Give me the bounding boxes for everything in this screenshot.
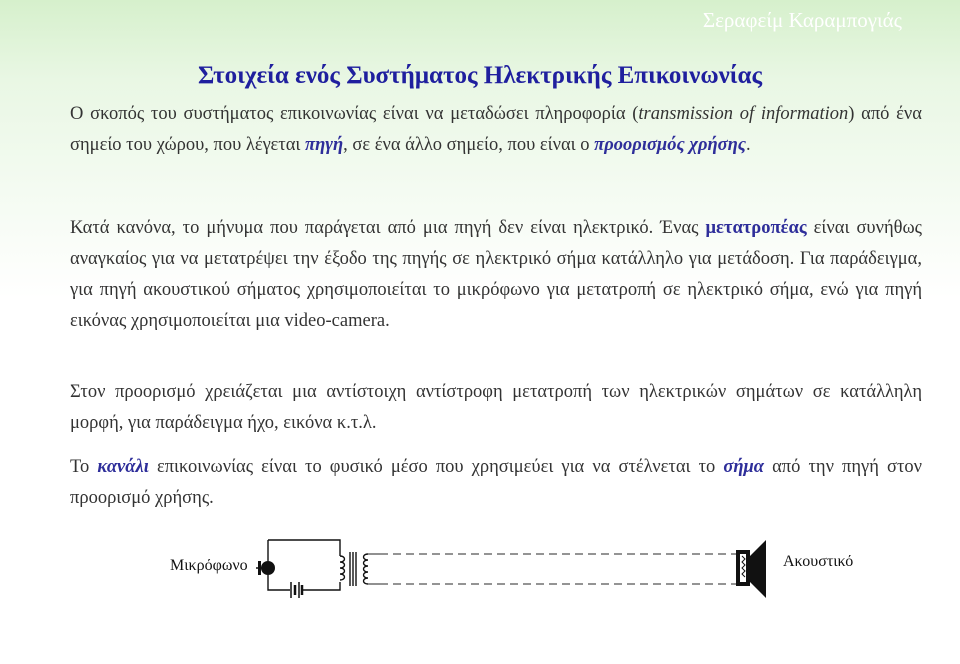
slide-title: Στοιχεία ενός Συστήματος Ηλεκτρικής Επικοινωνίας [197,62,763,89]
channel-diagram [0,530,960,650]
author-name: Σεραφείμ Καραμπογιάς [702,8,902,32]
text: , σε ένα άλλο σημείο, που είναι ο [343,135,595,155]
speaker-icon [736,540,766,598]
text: από την πηγή στον προορισμό χρήσης. [70,457,922,508]
text: . [746,135,751,155]
channel-lines [368,554,736,584]
text: ) από ένα σημείο του χώρου, που λέγεται [70,104,922,155]
term-transducer: μετατροπέας [705,218,807,238]
text: Στον προορισμό χρειάζεται μια αντίστοιχη αντίστροφη μετατροπή των ηλεκτρικών σημάτων σε κατάλληλη μορφή, για παράδειγμα ήχο, εικόνα κ.τ.λ. [70,382,922,433]
paragraph-channel [70,452,922,514]
text: Κατά κανόνα, το μήνυμα που παράγεται από μια πηγή δεν είναι ηλεκτρικό. Ένας [70,218,706,238]
text: Ο σκοπός του συστήματος επικοινωνίας είναι να μεταδώσει πληροφορία ( [70,104,639,124]
term-source: πηγή [305,135,344,155]
text: είναι συνήθως αναγκαίος για να μετατρέψει την έξοδο της πηγής σε ηλεκτρικό σήμα κατάλληλο για μετάδοση. Για παράδειγμα, για πηγή ακουστικού σήματος χρησιμοποιείται το μικρόφωνο για μετατροπή σε ηλεκτρικό σήμα, ενώ για πηγή εικόνας χρησιμοποιείται μια video-camera. [70,218,922,331]
text: Το [70,457,98,477]
transformer-icon [340,552,368,586]
term-channel: κανάλι [97,457,149,477]
term-signal: σήμα [723,457,765,477]
text: επικοινωνίας είναι το φυσικό μέσο που χρησιμεύει για να στέλνεται το [148,457,724,477]
microphone-icon [256,561,275,575]
text-italic: transmission of information [638,104,849,124]
paragraph-transducer [70,213,922,337]
microphone-label: Μικρόφωνο [170,557,248,574]
mic-circuit [268,540,340,590]
speaker-label: Ακουστικό [783,553,854,570]
battery-icon [291,582,302,598]
paragraph-purpose [70,99,922,161]
term-destination: προορισμός χρήσης [594,135,746,155]
paragraph-destination [70,377,922,439]
